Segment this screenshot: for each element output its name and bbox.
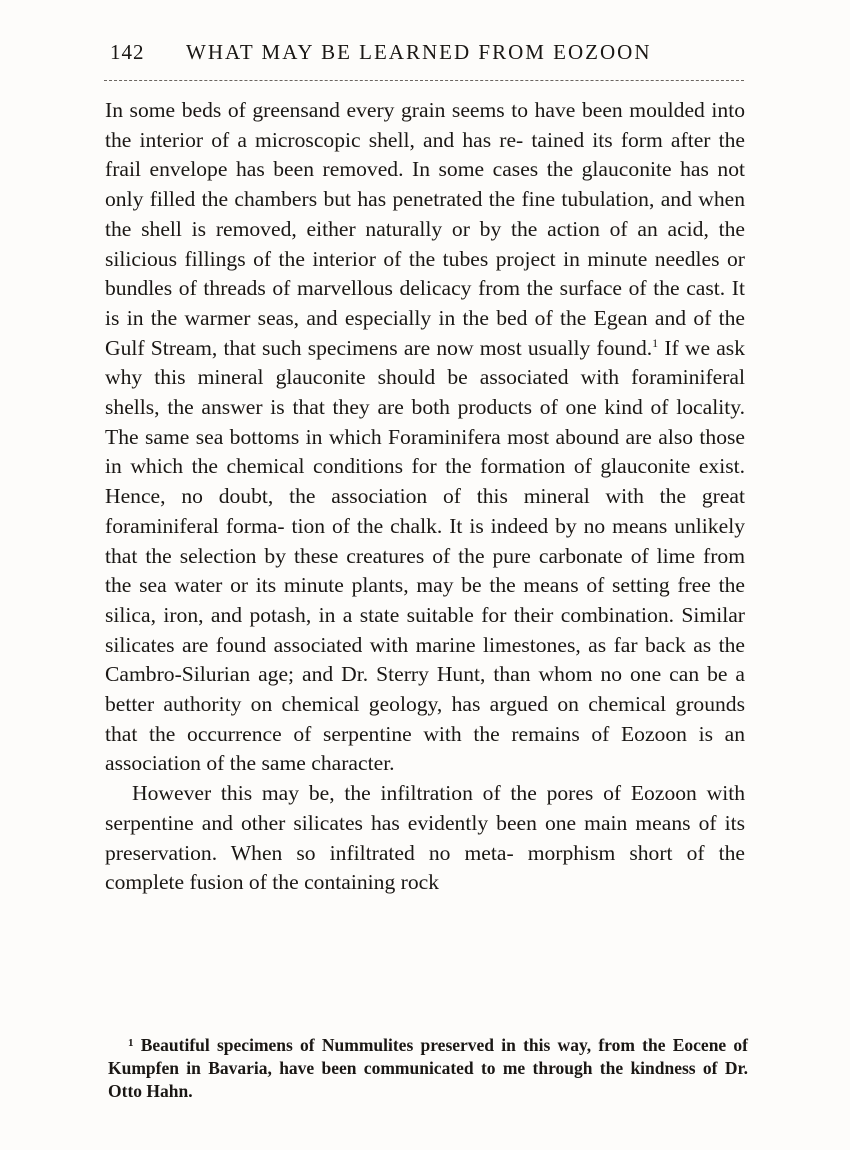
footnote-text: Beautiful specimens of Nummulites preserved in this way, from the Eocene of Kumpfen in Bavaria, have been communicated to me through the kindness of Dr. Otto Hahn.	[108, 1035, 748, 1101]
footnote-reference: 1	[652, 335, 659, 350]
paragraph	[105, 96, 745, 779]
paragraph-text: In some beds of greensand every grain seems to have been moulded into the interior of a microscopic shell, and has re- tained its form after the frail envelope has been removed. In some cases the glauconite has not only filled the chambers but has penetrated the fine tubulation, and when the shell is removed, either naturally or by the action of an acid, the silicious fillings of the interior of the tubes project in minute needles or bundles of threads of marvellous delicacy from the surface of the cast. It is in the warmer seas, and especially in the bed of the Egean and of the Gulf Stream, that such specimens are now most usually found.	[105, 98, 745, 360]
footnote	[108, 1034, 748, 1103]
header-rule	[104, 80, 744, 81]
paragraph: However this may be, the infiltration of the pores of Eozoon with serpentine and other silicates has evidently been one main means of its preservation. When so infiltrated no meta- morphism short of the complete fusion of the containing rock	[105, 781, 745, 895]
footnote-marker: 1	[128, 1037, 134, 1049]
body-text	[105, 96, 745, 898]
running-title: WHAT MAY BE LEARNED FROM EOZOON	[186, 40, 652, 64]
running-header	[110, 40, 750, 65]
page-number: 142	[110, 40, 145, 64]
paragraph-text: If we ask why this mineral glauconite should be associated with foraminiferal shells, the answer is that they are both products of one kind of locality. The same sea bottoms in which Foraminifera most abound are also those in which the chemical conditions for the formation of glauconite exist. Hence, no doubt, the association of this mineral with the great foraminiferal forma- tion of the chalk. It is indeed by no means unlikely that the selection by these creatures of the pure carbonate of lime from the sea water or its minute plants, may be the means of setting free the silica, iron, and potash, in a state suitable for their combination. Similar silicates are found associated with marine limestones, as far back as the Cambro-Silurian age; and Dr. Sterry Hunt, than whom no one can be a better authority on chemical geology, has argued on chemical grounds that the occurrence of serpentine with the remains of Eozoon is an association of the same character.	[105, 335, 745, 776]
